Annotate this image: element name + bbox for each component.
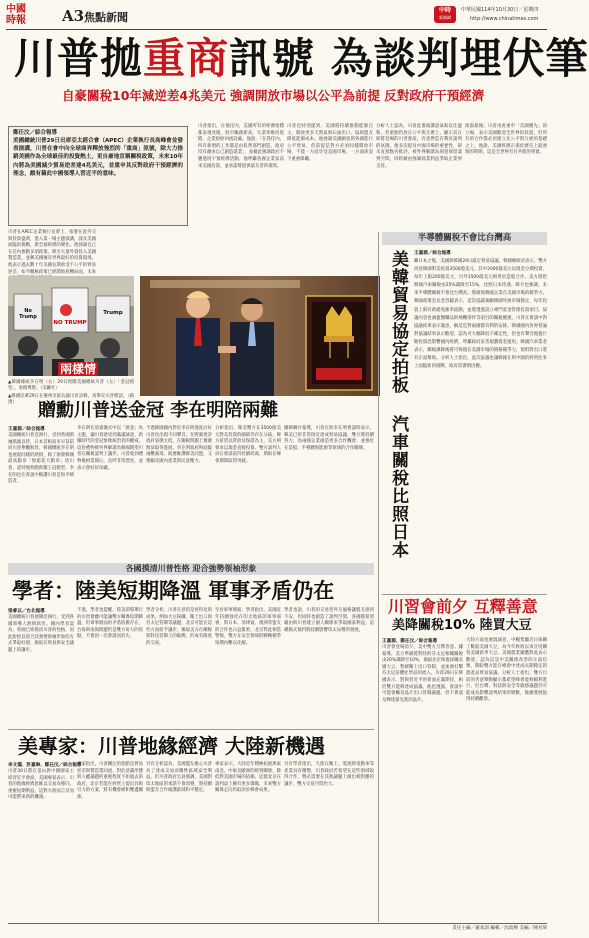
gift-col-1: 美國總統川普亞洲行，受到各國領袖熱誠以待，日本首相高市早苗陪同川普參觀航母，韓國總統李在明也展現同樣的熱情，除了頒發韓國最高勳章「無窮花大勳章」給川普，還特地致贈新羅王冠模型，李在明也在會談中稱讚川普是和平締造者。 <box>8 433 74 485</box>
masthead-logo-bottom: 時報 <box>6 15 26 26</box>
speech-col-1: 川普在APEC企業執行長會上，指要在此外交與投資盛典，進入第一場主題演講，談及美國面臨的挑戰，與全球經濟的變化。他強調自己在任內推動多項政策，吸引大量外資投入美國製造業，並稱美國擁有世界最好的投資環境。他表示過去數十年美國長期承受不公平的貿易逆差，如今關稅政策已經開始扭轉局面，未來 <box>8 230 96 275</box>
photo-tag: 兩樣情 <box>60 362 97 376</box>
scholars-banner-text: 各國摸清川普性格 迎合強勢領袖形象 <box>125 564 257 573</box>
headline-subtitle: 自豪關稅10年減逆差4兆美元 強調開放市場以公平為前提 反對政府干預經濟 <box>62 88 485 103</box>
scholars-banner <box>8 563 374 575</box>
expert-headline: 美專家：川普地緣經濟 大陸新機遇 <box>18 734 325 758</box>
footer-rule <box>8 923 547 924</box>
gift-col-5: 據韓聯社報導，川普在與李在明會談時表示，韓美已經非常接近達成貿易協議，雙方將持續努力，為兩國企業創造更多合作機會，並強化在造船、半導體與能源等領域的合作關係。 <box>284 426 374 451</box>
scholars-byline: 張睿以／台北報導 <box>8 609 45 614</box>
lead-byline: 鄭任汶／綜合報導 <box>13 130 58 136</box>
expert-col-2: 專家指出，川普關注的焦點是貿易逆差與製造業回流，對於意識形態與人權議題的重視程度不如過去的政府，北京若能在經貿上提出具吸引力的方案，將有機會緩和雙邊關係。 <box>77 762 143 800</box>
lead-body: 美國總統川普29日出席亞太經合會（APEC）企業執行長高峰會並發表演講，川普在會中向全球商界釋放強烈的「重商」訊號，除大力推銷美國作為全球最佳的投資熱土，更自豪地宣稱關稅政策，未來10年內將為美國減少貿易逆差達4兆美元，並重申其反對政府干預經濟的理念，頗有藉此中國領導人習近平的意味。 <box>13 138 184 177</box>
headline-part1: 川普拋 <box>14 34 144 83</box>
photo-caption-1: ▲韓國總統李在明（右）29日致贈美國總統川普（左）「金冠模型」，象徵尊榮。（美聯社） <box>8 380 134 392</box>
section-name: 焦點新聞 <box>84 11 128 24</box>
scholars-col-4: 至於軍事層面，學者指出，美國近年持續強化在印太地區的軍事部署，與日本、菲律賓、澳洲等盟友的合作也日益緊密，北京對此相當警惕，雙方在安全領域的戰略競爭短期內難以化解。 <box>215 608 281 646</box>
protest-photo <box>8 276 134 376</box>
scholars-col-2: 不過，學者也提醒，陸美即將舉行的川習會雖可能讓雙方關係短期降溫，但軍事層面的矛盾依舊存在，台海與南海問題仍是雙方角力的焦點，不會因一次會談而消失。 <box>77 608 143 640</box>
speech-col-2: 川普指出，在他任內，美國所有的經濟指標都表現亮眼，股市屢創新高，失業率維持低檔，企業紛紛回流設廠。他說，「在我任內，所有新增的工作都是由私營部門創造，政府沒有藉由自己創造就業」，並藉此強調政府不應過度干預經濟活動。他呼籲各國企業家前來美國投資，並承諾將提供最友善的環境。 <box>198 124 284 169</box>
photo-caption-2: ▲韓國民眾29日在慶州市區抗議川普訪韓，高舉反川普標語。（路透） <box>8 394 134 406</box>
xi-byline: 王嘉源、鄭任汶／綜合報導 <box>382 639 438 644</box>
expert-top-rule <box>8 729 374 730</box>
sign-mid-text: NO TRUMP <box>53 320 87 326</box>
headline-highlight: 重商 <box>143 34 230 83</box>
xi-col-2: 大陸方面也展現誠意，中糧集團近日採購了數船美國大豆，為今年秋收以來首度購買美國新季大豆。美國農業團體對此表示歡迎，認為這是中美關係改善的正面信號，期盼雙方能在峰會中達成長期穩定的農產品貿易協議。分析人士指出，雙方目前的善意舉動顯示都希望峰會能夠順利進行，但台灣、科技與安全等敏感議題仍可能成為影響談判結果的變數，後續發展值得持續觀察。 <box>466 638 547 703</box>
xi-headline: 川習會前夕 互釋善意 <box>388 597 538 616</box>
korea-body: 繼日本之後，美國與韓國29日敲定貿易協議。韓國總統府表示，雙方同意韓國對美投資3500億美元，其中2000億美元以現金分期投資，每年上限200億美元，另外1500億美元則用於造船合作。美方將把韓國汽車關稅由25%調降至15%，比照日本待遇。韓方也強調，未來半導體關稅不會比台灣高，將確保韓國企業在美國市場的競爭力。韓國政策室長金容範表示，這次協議兼顧韓國外匯市場穩定，每年投資上限有助避免匯率波動，並將透過設立專門基金管理投資項目。協議內容也涵蓋醫藥品與飛機零件等項目的關稅優惠。川普在會談中對協議結果表示滿意，稱這是對兩國都有利的安排。韓國國內各界普遍對協議結果表示歡迎，認為可大幅降低不確定性，但也有聲音擔憂巨額投資恐影響國內經濟，呼籲政府妥善規劃資金運用。韓國汽車業者表示，關稅調降後將可恢復在美國市場的價格競爭力，預料對出口將有正面幫助。分析人士指出，此次協議也讓韓國在與中國的經貿往來上面臨新的挑戰，政府需審慎因應。 <box>414 259 547 370</box>
speech-col-5: 演說最後，川普再度重申「美國優先」的立場，表示美國歡迎全世界的投資，但所有的合作都必須建立在公平與互惠的基礎之上。他說，美國經濟正處於歷史上最強勁的時期，這是全世界有目共睹的事實。 <box>465 124 547 156</box>
speech-col-3: 川普也特別提到，美國將持續推動能源自主，開放更多天然氣與石油出口，協助盟友降低能源成本。他強調美國願意與各國進行公平貿易，但前提是對方必須同樣開放市場，不能一方面享受美國市場，一方面卻設下重重障礙。 <box>287 124 373 162</box>
xi-subtitle: 美降關稅10% 陸買大豆 <box>392 618 532 633</box>
sign-right-text: Trump <box>103 310 123 316</box>
xi-top-rule <box>382 594 547 595</box>
footer-credits: 責任主編／蕭承訓 編輯／沈政輝 美編／陳君瑋 <box>452 926 547 931</box>
badge-top: 中時 <box>438 7 451 14</box>
scholars-col-1: 美國總統川普展開亞洲行，受到各國領導人熱情款待。國內學者認為，各國已經摸清川普的性格，因此紛紛以迎合其強勢領袖形象的方式爭取好感，換取在貿易與安全議題上的讓步。 <box>8 615 74 653</box>
expert-col-3: 另有分析認為，美國盟友擔心川普為了達成交易而犧牲區域安全利益，但川普政府官員強調，美國對印太地區的承諾不會改變，將持續與盟友合作維護區域和平穩定。 <box>146 762 212 794</box>
gift-byline: 王嘉源／綜合報導 <box>8 427 45 432</box>
gift-col-2: 李在明在迎賓儀式中以「黃金」為主題，讓川普感受到滿滿誠意，新羅時代的金冠象徵統治者的權威，這份禮物被外界解讀為韓國期望川普在關稅談判上讓步。川普收到禮物後相當開心，直呼非常漂亮，並表示會好好珍藏。 <box>77 426 143 471</box>
right-column-divider <box>378 232 379 922</box>
gift-col-3: 不過韓國國內對於李在明過度討好川普也出現不同聲音，在野黨批評政府姿態太低，在關稅問題上遲遲無法取得進展。李在明政府則面臨兩難處境，既要維護韓美同盟，又要顧及國內產業與民意壓力。 <box>146 426 212 464</box>
expert-col-4: 專家表示，大陸近年積極拓展與東南亞、中東及歐洲的經貿關係，降低對美國市場的依賴，這使北京在談判桌上擁有更多籌碼，未來雙方關係走向仍取決於峰會成果。 <box>215 762 281 794</box>
gift-col-4: 分析指出，韓美雙方在3500億美元對美投資的細節仍存在分歧，韓方希望以貸款及保證為主，美方則要求以現金直接投資。雙方談判人員在會談前仍持續磋商，期盼在峰會期間取得突破。 <box>215 426 281 464</box>
lead-box <box>8 126 188 226</box>
badge-bottom: 新聞網 <box>439 15 451 20</box>
expert-byline: 李文儀、許嘉琳、鄭任汶／綜合報導 <box>8 763 82 768</box>
chinatimes-badge <box>434 6 456 23</box>
page-number: A3 <box>62 7 85 25</box>
handshake-photo <box>140 276 380 396</box>
expert-col-1: 川普30日將在釜山與中國國家主席習近平會面，美國專家表示，川普的地緣經濟思維以交易為導向，重視短期利益，這對大陸而言反而可能帶來新的機遇。 <box>8 769 74 801</box>
sign-left-text: No Trump <box>19 308 37 320</box>
scholars-col-5: 學者也說，川普的交易型外交風格讓盟友感到不安，但同時也創造了談判空間，各國都希望藉由與川普建立個人關係來爭取國家利益，這種模式預料將持續影響印太局勢的發展。 <box>284 608 374 633</box>
expert-col-5: 另有學者指出，大陸在稀土、電池與電動車等產業具有優勢，川普政府若希望在這些領域取得合作，勢必需要在其他議題上做出相對應的讓步，雙方交易空間仍大。 <box>284 762 374 787</box>
speech-col-4: 分析人士認為，川普此番演講語氣較以往溫和，但重點仍放在公平與互惠上，顯示其在即將登場的川習會前，有意營造有利於談判的氛圍。他多次提及中國市場的重要性，卻未直接點名批評，被外界解讀為刻意保留談判空間，同時藉由強調商業利益爭取企業界支持。 <box>376 124 462 169</box>
korea-vertical-headline: 美韓貿易協定拍板 汽車關稅比照日本 <box>388 250 408 559</box>
site-url: http://www.chinatimes.com <box>470 16 539 22</box>
korea-byline: 王嘉源／綜合報導 <box>414 251 451 256</box>
xi-col-1: 川習會登場前夕，美中雙方互釋善意。據報導，美方準備將對陸的芬太尼相關關稅由20%調降至10%，換取北京恢復採購美國大豆、暫緩稀土出口管制，並加強打擊芬太尼前體化學品的流入。川普29日在韓國表示，對與習近平的會面充滿期待，相信雙方能夠達成協議。他也透露，會談中可能會觸及晶片出口管制議題，但不會談及輝達最先進的晶片。 <box>382 645 463 703</box>
header-rule <box>6 29 547 30</box>
korea-banner-text: 半導體關稅不會比台灣高 <box>417 233 512 243</box>
issue-date: 中華民國114年10月30日／星期四 <box>461 7 539 13</box>
gift-headline: 贈勳川普送金冠 李在明陪兩難 <box>38 400 279 421</box>
masthead-logo <box>6 4 32 28</box>
korea-banner <box>382 232 547 245</box>
masthead-logo-top: 中國 <box>6 4 26 15</box>
scholars-headline: 學者：陸美短期降溫 軍事矛盾仍在 <box>12 579 335 603</box>
headline-part3: 訊號 為談判埋伏筆 <box>229 34 589 83</box>
scholars-col-3: 學者分析，川普在意的是看得見的成果，例如大豆採購、稀土出口與芬太尼管制等議題，北京可能在這些方面給予讓步，換取美方在關稅與科技管制上的鬆綁，形成有限度的交易。 <box>146 608 212 646</box>
main-headline <box>14 34 589 84</box>
